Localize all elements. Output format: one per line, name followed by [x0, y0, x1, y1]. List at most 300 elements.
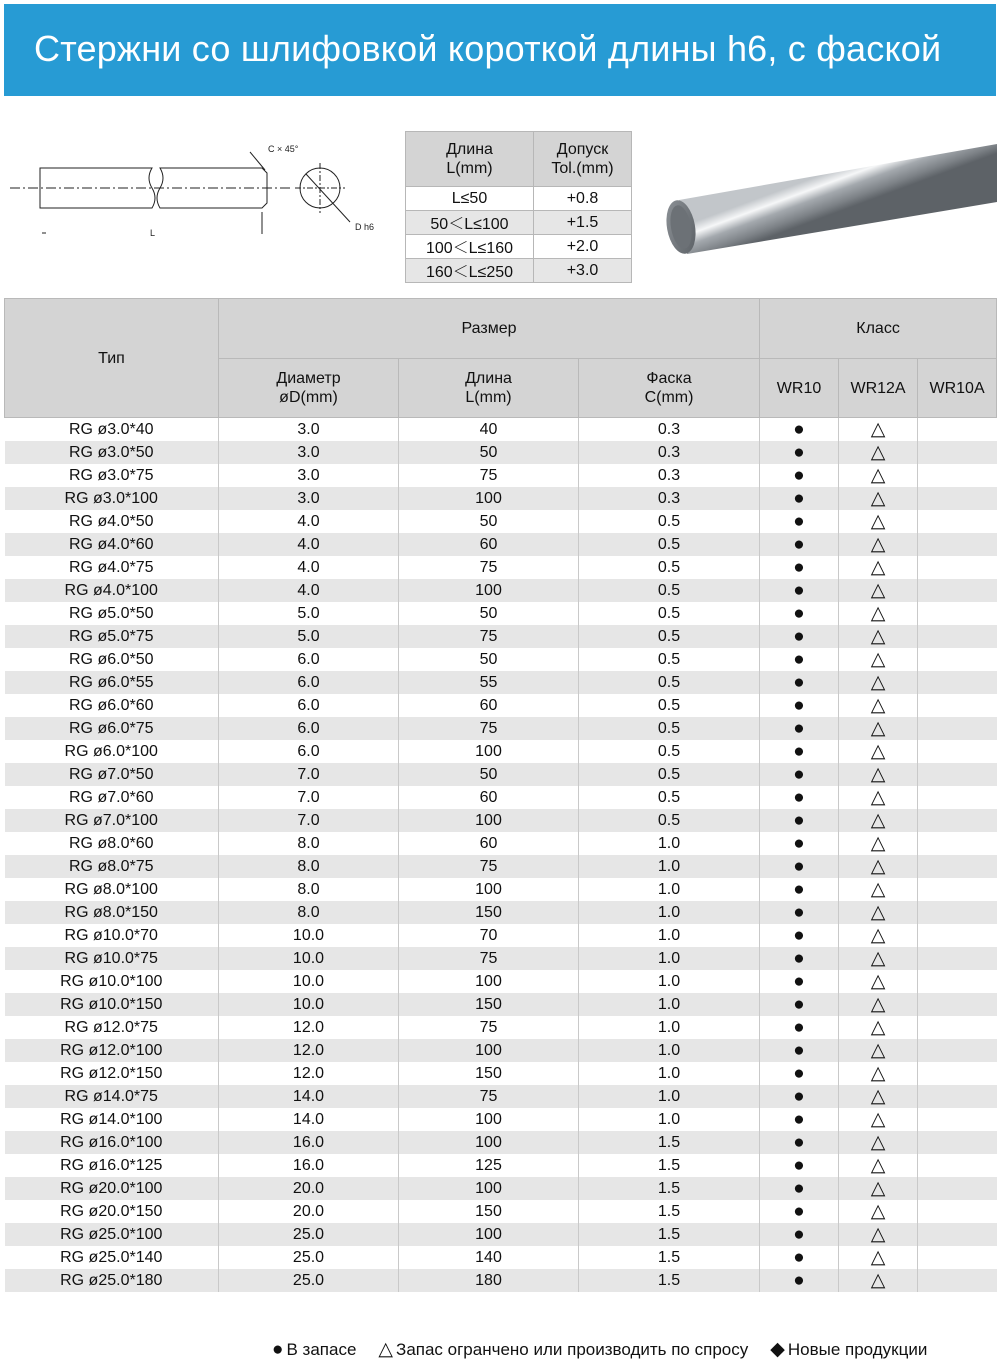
length-cell: 150: [399, 901, 579, 924]
wr12a-cell: △: [839, 1154, 918, 1177]
spec-table: [4, 298, 997, 1292]
table-row: [5, 533, 997, 556]
length-cell: 180: [399, 1269, 579, 1292]
wr10a-cell: [918, 510, 997, 533]
chamfer-cell: 0.5: [579, 740, 760, 763]
length-cell: 40: [399, 418, 579, 442]
wr12a-cell: △: [839, 1269, 918, 1292]
type-cell: RG ø10.0*75: [5, 947, 219, 970]
diameter-cell: 6.0: [219, 694, 399, 717]
diameter-cell: 4.0: [219, 556, 399, 579]
wr10a-cell: [918, 1246, 997, 1269]
diameter-cell: 7.0: [219, 809, 399, 832]
type-cell: RG ø3.0*75: [69, 466, 154, 484]
wr12a-cell: △: [839, 441, 918, 464]
type-cell: RG ø5.0*50: [69, 604, 154, 622]
tolerance-row: [406, 259, 632, 283]
wr10-cell: ●: [760, 1177, 839, 1200]
table-row: [5, 441, 997, 464]
chamfer-cell: 1.5: [579, 1200, 760, 1223]
wr10-cell: ●: [760, 533, 839, 556]
table-row: [5, 878, 997, 901]
length-cell: 50: [399, 763, 579, 786]
table-row: [5, 1154, 997, 1177]
diameter-cell: 3.0: [219, 464, 399, 487]
wr12a-cell: △: [839, 901, 918, 924]
table-row: [5, 763, 997, 786]
filled-diamond-icon: ◆: [770, 1339, 785, 1360]
wr12a-cell: △: [839, 556, 918, 579]
type-cell: RG ø7.0*100: [5, 809, 219, 832]
wr10-cell: ●: [760, 579, 839, 602]
wr10-cell: ●: [760, 1062, 839, 1085]
wr12a-cell: △: [839, 832, 918, 855]
wr10-cell: ●: [760, 487, 839, 510]
wr12a-cell: △: [839, 464, 918, 487]
tolerance-row: [406, 187, 632, 211]
wr10-cell: ●: [760, 602, 839, 625]
wr10a-cell: [918, 1223, 997, 1246]
wr12a-cell: △: [839, 1108, 918, 1131]
type-cell: RG ø14.0*100: [60, 1110, 163, 1128]
diameter-cell: 12.0: [219, 1039, 399, 1062]
wr10-cell: ●: [760, 441, 839, 464]
length-cell: 100: [399, 878, 579, 901]
table-row: [5, 1085, 997, 1108]
diameter-cell: 3.0: [219, 487, 399, 510]
diameter-cell: 8.0: [219, 832, 399, 855]
legend-label: В запасе: [286, 1339, 357, 1359]
wr10a-cell: [918, 947, 997, 970]
table-row: [5, 648, 997, 671]
tolerance-length-cell: 160＜L≤250: [406, 259, 534, 283]
wr10-cell: ●: [760, 556, 839, 579]
type-cell: RG ø8.0*75: [5, 855, 219, 878]
wr10-cell: ●: [760, 947, 839, 970]
length-cell: 75: [399, 556, 579, 579]
table-row: [5, 418, 997, 442]
wr12a-cell: △: [839, 671, 918, 694]
table-row: [5, 1269, 997, 1292]
wr10-cell: ●: [760, 717, 839, 740]
chamfer-cell: 0.5: [579, 786, 760, 809]
wr10-cell: ●: [760, 1269, 839, 1292]
wr10a-cell: [918, 924, 997, 947]
tolerance-value-cell: +3.0: [534, 259, 632, 283]
wr10a-cell: [918, 1062, 997, 1085]
table-row: [5, 1131, 997, 1154]
chamfer-cell: 0.3: [579, 418, 760, 442]
chamfer-cell: 1.0: [579, 855, 760, 878]
wr10a-cell: [918, 740, 997, 763]
wr10-cell: ●: [760, 970, 839, 993]
length-cell: 150: [399, 1200, 579, 1223]
wr10a-cell: [918, 694, 997, 717]
wr10a-cell: [918, 625, 997, 648]
table-row: [5, 901, 997, 924]
chamfer-cell: 0.5: [579, 625, 760, 648]
wr12a-cell: △: [839, 1062, 918, 1085]
chamfer-cell: 0.5: [579, 809, 760, 832]
chamfer-cell: 1.0: [579, 947, 760, 970]
wr10a-cell: [918, 1108, 997, 1131]
wr10a-cell: [918, 1154, 997, 1177]
wr10-cell: ●: [760, 740, 839, 763]
wr10-cell: ●: [760, 1108, 839, 1131]
chamfer-cell: 0.3: [579, 464, 760, 487]
type-cell: RG ø16.0*100: [5, 1131, 219, 1154]
type-cell: RG ø6.0*55: [5, 671, 219, 694]
table-row: [5, 1108, 997, 1131]
chamfer-cell: 1.5: [579, 1269, 760, 1292]
wr10a-cell: [918, 464, 997, 487]
type-cell: RG ø6.0*60: [69, 696, 154, 714]
length-cell: 100: [399, 740, 579, 763]
chamfer-cell: 1.0: [579, 970, 760, 993]
wr12a-cell: △: [839, 1177, 918, 1200]
chamfer-cell: 0.3: [579, 441, 760, 464]
diameter-cell: 25.0: [219, 1246, 399, 1269]
diameter-cell: 3.0: [219, 441, 399, 464]
type-cell: RG ø12.0*100: [5, 1039, 219, 1062]
length-cell: 60: [399, 694, 579, 717]
type-cell: RG ø20.0*150: [60, 1202, 163, 1220]
length-cell: 50: [399, 648, 579, 671]
header-class-wr12a: WR12A: [839, 359, 918, 418]
table-row: [5, 993, 997, 1016]
chamfer-cell: 0.5: [579, 671, 760, 694]
length-cell: 75: [399, 717, 579, 740]
diameter-cell: 10.0: [219, 993, 399, 1016]
wr10a-cell: [918, 1039, 997, 1062]
diameter-cell: 8.0: [219, 901, 399, 924]
table-row: [5, 1016, 997, 1039]
wr10a-cell: [918, 602, 997, 625]
page-title: Стержни со шлифовкой короткой длины h6, с фаской: [34, 28, 942, 69]
diameter-cell: 10.0: [219, 970, 399, 993]
type-cell: RG ø3.0*100: [5, 487, 219, 510]
diameter-cell: 20.0: [219, 1200, 399, 1223]
diameter-cell: 5.0: [219, 625, 399, 648]
diameter-cell: 16.0: [219, 1131, 399, 1154]
wr12a-cell: △: [839, 1200, 918, 1223]
wr10a-cell: [918, 717, 997, 740]
wr12a-cell: △: [839, 924, 918, 947]
rod-body: [679, 144, 997, 254]
table-row: [5, 832, 997, 855]
chamfer-leader: [250, 152, 265, 170]
wr10a-cell: [918, 648, 997, 671]
chamfer-cell: 1.0: [579, 832, 760, 855]
title-banner: [4, 4, 996, 96]
wr10a-cell: [918, 487, 997, 510]
tolerance-length-cell: 100＜L≤160: [406, 235, 534, 259]
rod-technical-drawing: [0, 130, 400, 250]
wr10-cell: ●: [760, 993, 839, 1016]
table-row: [5, 1062, 997, 1085]
wr12a-cell: △: [839, 947, 918, 970]
diameter-cell: 4.0: [219, 510, 399, 533]
wr10-cell: ●: [760, 832, 839, 855]
length-cell: 100: [399, 487, 579, 510]
type-cell: RG ø10.0*100: [60, 972, 163, 990]
tolerance-value-cell: +0.8: [534, 187, 632, 211]
wr12a-cell: △: [839, 1223, 918, 1246]
wr10-cell: ●: [760, 878, 839, 901]
header-chamfer: Фаска C(mm): [579, 359, 760, 418]
length-cell: 100: [399, 970, 579, 993]
type-cell: RG ø25.0*100: [5, 1223, 219, 1246]
wr12a-cell: △: [839, 717, 918, 740]
chamfer-cell: 0.5: [579, 510, 760, 533]
chamfer-cell: 1.0: [579, 1016, 760, 1039]
wr10-cell: ●: [760, 1085, 839, 1108]
wr12a-cell: △: [839, 763, 918, 786]
type-cell: RG ø6.0*75: [5, 717, 219, 740]
wr10-cell: ●: [760, 1131, 839, 1154]
legend-item: [272, 1339, 356, 1361]
length-cell: 75: [399, 1085, 579, 1108]
chamfer-cell: 0.5: [579, 717, 760, 740]
table-row: [5, 786, 997, 809]
wr10-cell: ●: [760, 464, 839, 487]
length-cell: 60: [399, 533, 579, 556]
wr10a-cell: [918, 671, 997, 694]
type-cell: RG ø10.0*150: [5, 993, 219, 1016]
diameter-cell: 6.0: [219, 648, 399, 671]
type-cell: RG ø12.0*150: [60, 1064, 163, 1082]
type-cell: RG ø4.0*50: [69, 512, 154, 530]
table-row: [5, 717, 997, 740]
wr10-cell: ●: [760, 671, 839, 694]
type-cell: RG ø10.0*70: [64, 926, 158, 944]
type-cell: RG ø14.0*75: [5, 1085, 219, 1108]
wr12a-cell: △: [839, 740, 918, 763]
length-cell: 75: [399, 855, 579, 878]
chamfer-cell: 1.0: [579, 1062, 760, 1085]
length-cell: 100: [399, 1223, 579, 1246]
chamfer-cell: 1.0: [579, 901, 760, 924]
wr10a-cell: [918, 1085, 997, 1108]
wr10a-cell: [918, 1269, 997, 1292]
filled-circle-icon: ●: [272, 1338, 284, 1360]
diameter-leader: [306, 174, 350, 222]
table-row: [5, 1246, 997, 1269]
wr10a-cell: [918, 786, 997, 809]
wr10-cell: ●: [760, 648, 839, 671]
legend-label: Запас огранчено или производить по спросу: [396, 1339, 749, 1359]
length-cell: 75: [399, 464, 579, 487]
chamfer-cell: 0.3: [579, 487, 760, 510]
wr10-cell: ●: [760, 1246, 839, 1269]
wr10a-cell: [918, 533, 997, 556]
wr10-cell: ●: [760, 1039, 839, 1062]
length-cell: 140: [399, 1246, 579, 1269]
table-row: [5, 1039, 997, 1062]
wr10-cell: ●: [760, 1223, 839, 1246]
header-class-wr10a: WR10A: [918, 359, 997, 418]
wr12a-cell: △: [839, 1016, 918, 1039]
diameter-label: D h6: [355, 222, 375, 232]
type-cell: RG ø4.0*100: [5, 579, 219, 602]
wr12a-cell: △: [839, 648, 918, 671]
type-cell: RG ø5.0*75: [5, 625, 219, 648]
diameter-cell: 12.0: [219, 1062, 399, 1085]
chamfer-cell: 0.5: [579, 763, 760, 786]
length-label: L: [150, 228, 156, 238]
wr12a-cell: △: [839, 786, 918, 809]
table-row: [5, 1223, 997, 1246]
length-cell: 75: [399, 1016, 579, 1039]
length-cell: 100: [399, 1039, 579, 1062]
chamfer-cell: 0.5: [579, 579, 760, 602]
header-class: Класс: [760, 299, 997, 359]
length-cell: 70: [399, 924, 579, 947]
legend-item: [770, 1338, 927, 1361]
type-cell: RG ø8.0*60: [69, 834, 154, 852]
length-cell: 75: [399, 625, 579, 648]
diameter-cell: 20.0: [219, 1177, 399, 1200]
diameter-cell: 10.0: [219, 947, 399, 970]
chamfer-cell: 0.5: [579, 694, 760, 717]
table-row: [5, 625, 997, 648]
table-row: [5, 487, 997, 510]
wr10a-cell: [918, 1177, 997, 1200]
diameter-cell: 7.0: [219, 786, 399, 809]
type-cell: RG ø25.0*180: [5, 1269, 219, 1292]
length-cell: 55: [399, 671, 579, 694]
table-row: [5, 1200, 997, 1223]
wr10-cell: ●: [760, 763, 839, 786]
chamfer-cell: 1.0: [579, 878, 760, 901]
table-row: [5, 579, 997, 602]
diameter-cell: 8.0: [219, 855, 399, 878]
diameter-cell: 7.0: [219, 763, 399, 786]
wr10a-cell: [918, 878, 997, 901]
type-cell: RG ø4.0*60: [5, 533, 219, 556]
type-cell: RG ø12.0*75: [64, 1018, 158, 1036]
chamfer-cell: 1.5: [579, 1246, 760, 1269]
chamfer-cell: 0.5: [579, 556, 760, 579]
chamfer-cell: 1.5: [579, 1154, 760, 1177]
wr12a-cell: △: [839, 855, 918, 878]
wr10a-cell: [918, 970, 997, 993]
diameter-cell: 8.0: [219, 878, 399, 901]
diameter-cell: 25.0: [219, 1269, 399, 1292]
length-cell: 100: [399, 1131, 579, 1154]
wr10-cell: ●: [760, 510, 839, 533]
length-cell: 150: [399, 993, 579, 1016]
wr12a-cell: △: [839, 625, 918, 648]
length-cell: 100: [399, 579, 579, 602]
wr10a-cell: [918, 809, 997, 832]
header-length: Длина L(mm): [399, 359, 579, 418]
type-cell: RG ø16.0*125: [60, 1156, 163, 1174]
wr10a-cell: [918, 1131, 997, 1154]
triangle-outline-icon: △: [378, 1339, 394, 1360]
table-row: [5, 556, 997, 579]
diameter-cell: 6.0: [219, 740, 399, 763]
wr10a-cell: [918, 993, 997, 1016]
diameter-cell: 5.0: [219, 602, 399, 625]
length-cell: 60: [399, 786, 579, 809]
wr12a-cell: △: [839, 510, 918, 533]
type-cell: RG ø7.0*50: [5, 763, 219, 786]
diameter-cell: 3.0: [219, 418, 399, 442]
wr10-cell: ●: [760, 924, 839, 947]
type-cell: RG ø8.0*150: [5, 901, 219, 924]
diameter-cell: 4.0: [219, 533, 399, 556]
wr10a-cell: [918, 832, 997, 855]
rod-image: [655, 138, 997, 262]
chamfer-cell: 1.0: [579, 1039, 760, 1062]
diameter-cell: 4.0: [219, 579, 399, 602]
chamfer-cell: 1.5: [579, 1177, 760, 1200]
tolerance-header-tol: Допуск Tol.(mm): [534, 132, 632, 187]
wr10-cell: ●: [760, 1154, 839, 1177]
length-cell: 100: [399, 1177, 579, 1200]
tolerance-value-cell: +1.5: [534, 211, 632, 235]
wr10-cell: ●: [760, 855, 839, 878]
table-row: [5, 671, 997, 694]
wr10-cell: ●: [760, 418, 839, 442]
wr10a-cell: [918, 579, 997, 602]
tolerance-row: [406, 211, 632, 235]
type-cell: RG ø4.0*75: [69, 558, 154, 576]
type-cell: RG ø20.0*100: [5, 1177, 219, 1200]
wr10-cell: ●: [760, 625, 839, 648]
table-row: [5, 809, 997, 832]
tolerance-length-cell: 50＜L≤100: [406, 211, 534, 235]
tolerance-header-length: Длина L(mm): [406, 132, 534, 187]
chamfer-cell: 1.0: [579, 993, 760, 1016]
wr12a-cell: △: [839, 418, 918, 442]
chamfer-cell: 1.0: [579, 1085, 760, 1108]
diameter-cell: 16.0: [219, 1154, 399, 1177]
wr10a-cell: [918, 556, 997, 579]
type-cell: RG ø6.0*100: [64, 742, 158, 760]
table-row: [5, 694, 997, 717]
diameter-cell: 14.0: [219, 1085, 399, 1108]
table-row: [5, 855, 997, 878]
wr12a-cell: △: [839, 878, 918, 901]
tolerance-length-cell: L≤50: [406, 187, 534, 211]
legend-label: Новые продукции: [787, 1339, 928, 1359]
wr10a-cell: [918, 1200, 997, 1223]
table-row: [5, 947, 997, 970]
chamfer-cell: 0.5: [579, 602, 760, 625]
wr12a-cell: △: [839, 993, 918, 1016]
type-cell: RG ø6.0*50: [69, 650, 154, 668]
length-cell: 75: [399, 947, 579, 970]
wr10a-cell: [918, 763, 997, 786]
diameter-cell: 14.0: [219, 1108, 399, 1131]
type-cell: RG ø8.0*100: [64, 880, 158, 898]
wr12a-cell: △: [839, 694, 918, 717]
length-cell: 100: [399, 1108, 579, 1131]
table-row: [5, 924, 997, 947]
chamfer-cell: 0.5: [579, 648, 760, 671]
length-cell: 60: [399, 832, 579, 855]
wr10-cell: ●: [760, 1016, 839, 1039]
length-cell: 125: [399, 1154, 579, 1177]
header-size: Размер: [219, 299, 760, 359]
legend-item: [378, 1338, 748, 1361]
chamfer-cell: 1.5: [579, 1223, 760, 1246]
wr10a-cell: [918, 441, 997, 464]
wr12a-cell: △: [839, 1131, 918, 1154]
legend: [272, 1338, 992, 1362]
